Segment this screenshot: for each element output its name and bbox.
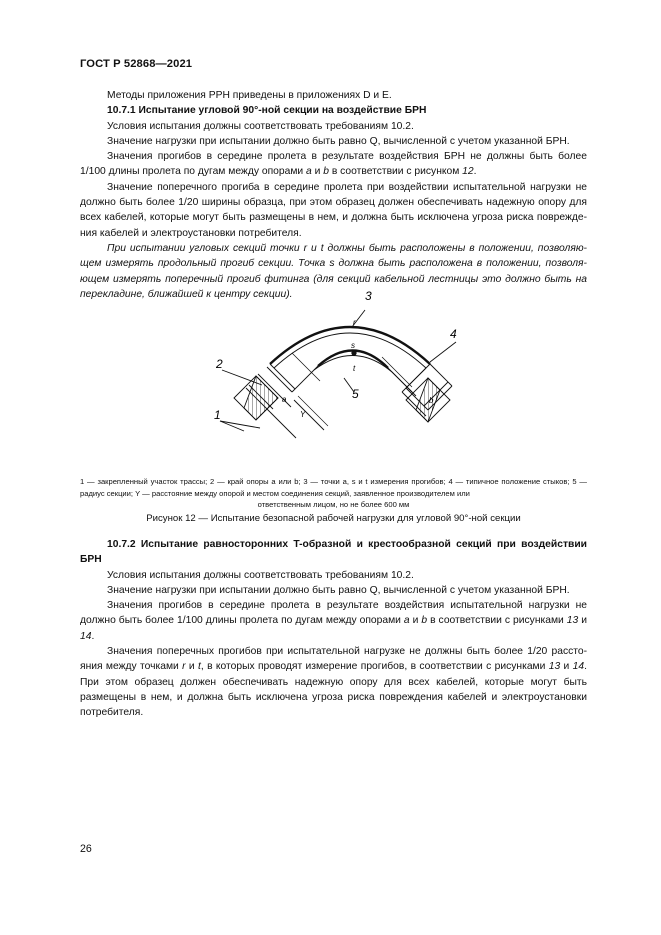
callout-2: 2: [216, 357, 223, 371]
figure-caption: Рисунок 12 — Испытание безопасной рабочей нагрузки для угловой 90°-ной секции: [146, 513, 521, 524]
callout-4: 4: [450, 327, 457, 341]
section-10-7-2: [80, 537, 587, 721]
paragraph: Значение нагрузки при испытании должно быть равно Q, вычисленной с учетом указанной БРН.: [107, 135, 570, 147]
right-support-hatch: [416, 378, 440, 422]
label-b: b: [429, 396, 434, 405]
legend-text: 1 — закрепленный участок трассы; 2 — край опоры a или b; 3 — точки a, s и t измерения прогибов; 4 — типичное положение стыков; 5 — радиус секции; Y — расстояние между опорой и местом соединения секций, заявленное производителем или: [80, 477, 587, 498]
paragraph: Значения прогибов в середине пролета в результате воздействия испытательной нагрузки не должно быть более 1/100 длины пролета по дугам между опорами a и b в соответствии с рисунками 13 и 14.: [80, 600, 588, 642]
section-heading: 10.7.1 Испытание угловой 90°-ной секции на воздействие БРН: [107, 105, 427, 117]
label-r: r: [353, 318, 356, 327]
paragraph: Методы приложения РРН приведены в приложениях D и E.: [107, 90, 392, 101]
paragraph: Значения поперечных прогибов при испытательной нагрузке не должны быть более 1/20 рассто-яния между точками r и t, в которых проводят измерение прогибов, в соответствии с рисунками 13 и 14. При этом образец должен обеспечивать надежную опору для всех кабелей, которые могут быть размещены в нем, и должна быть исключена угроза риска повреждения кабелей и электроустановки потребителя.: [80, 646, 587, 719]
leader-1-h: [220, 421, 244, 431]
point-s-marker: [352, 351, 356, 355]
paragraph: Значения прогибов в середине пролета в результате воздействия БРН не должны быть более 1/100 длины пролета по дугам между опорами a и b в соответствии с рисунком 12.: [80, 151, 587, 178]
document-header: ГОСТ Р 52868—2021: [80, 58, 193, 70]
page-number: 26: [80, 843, 92, 855]
figure-legend: [80, 476, 587, 511]
paragraph: При испытании угловых секций точки r и t должны быть расположены в положении, позволяю-щем измерять продольный прогиб секции. Точка s должна быть расположена в положении, позволя-ющем измерять поперечный прогиб фитинга (для секций кабельной лестницы это должно быть на перекладине, ближайшей к центру секции).: [80, 242, 587, 300]
section-10-7-1: [80, 88, 587, 302]
section-heading: 10.7.2 Испытание равносторонних T-образной и крестообразной секций при воздействии БРН: [80, 539, 587, 566]
paragraph: Условия испытания должны соответствовать требованиям 10.2.: [107, 569, 414, 581]
callout-5: 5: [352, 387, 359, 401]
label-a: a: [282, 395, 287, 404]
leader-4: [430, 342, 456, 362]
figure-12-diagram: [200, 282, 480, 452]
paragraph: Значение поперечного прогиба в середине пролета при воздействии испытательной нагрузки не должно быть более 1/20 ширины образца, при этом образец должен обеспечивать надежную опору для всех кабелей, которые могут быть размещены в нем, и должна быть исключена угроза риска поврежде-ния кабелей и электроустановки потребителя.: [80, 181, 587, 239]
callout-3: 3: [365, 289, 372, 303]
label-t: t: [353, 364, 356, 373]
paragraph: Условия испытания должны соответствовать требованиям 10.2.: [107, 120, 414, 132]
paragraph: Значение нагрузки при испытании должно быть равно Q, вычисленной с учетом указанной БРН.: [107, 584, 570, 596]
legend-text-cont: ответственным лицом, но не более 600 мм: [257, 500, 410, 509]
label-y: Y: [300, 410, 306, 419]
callout-1: 1: [214, 408, 221, 422]
label-s: s: [351, 341, 355, 350]
